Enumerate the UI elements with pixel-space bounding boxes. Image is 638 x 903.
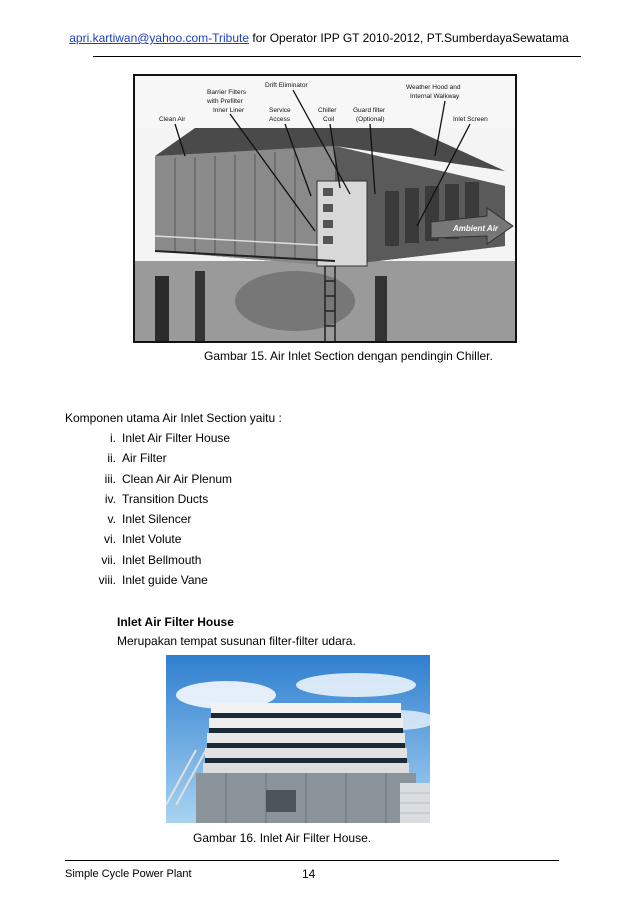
list-item [82,512,232,532]
chiller-coil-label-2: Coil [323,116,335,123]
header-divider [93,56,581,57]
list-number: v. [107,512,116,527]
header-email-link[interactable]: apri.kartiwan@yahoo.com-Tribute [69,31,250,45]
list-number: i. [110,431,116,445]
intro-text: Komponen utama Air Inlet Section yaitu : [65,411,282,425]
list-number: ii. [107,451,116,466]
list-text: Inlet Volute [122,532,182,547]
page-header [0,31,638,45]
page-number: 14 [302,867,316,881]
list-text: Inlet Silencer [122,512,192,527]
barrier-filters-label-2: with Prefilter [207,98,243,105]
list-item [82,532,232,552]
list-text: Clean Air Air Plenum [122,471,233,486]
inlet-screen-label: Inlet Screen [453,116,488,123]
list-number: iii. [104,471,116,486]
list-number: viii. [98,573,116,588]
footer-title: Simple Cycle Power Plant [65,868,192,880]
section-description: Merupakan tempat susunan filter-filter udara. [117,634,356,648]
footer-divider [65,860,559,861]
figure-15-caption: Gambar 15. Air Inlet Section dengan pendingin Chiller. [204,349,493,363]
list-item [82,472,232,492]
barrier-filters-label-1: Barrier Filters [207,89,247,96]
filter-house-photo [166,655,430,823]
service-access-label-2: Access [269,116,290,123]
ambient-air-label: Ambient Air [453,224,499,233]
weather-hood-label-1: Weather Hood and [406,84,461,91]
figure-16-caption: Gambar 16. Inlet Air Filter House. [193,831,372,845]
list-text: Inlet Bellmouth [122,552,202,567]
weather-hood-label-2: Internal Walkway [410,93,460,100]
list-item [82,573,232,593]
list-number: vi. [104,532,116,547]
list-number: iv. [104,491,116,506]
filter-house-illustration [166,655,430,823]
list-number: vii. [101,552,116,567]
barrier-filters-label-3: Inner Liner [213,107,245,114]
list-text: Inlet guide Vane [122,573,208,588]
guard-filter-label-2: (Optional) [356,116,385,123]
air-inlet-illustration [135,76,515,341]
drift-eliminator-label: Drift Eliminator [265,82,308,89]
service-access-label-1: Service [269,107,291,114]
list-text: Transition Ducts [122,491,209,506]
component-list [82,431,232,593]
list-item [82,431,232,451]
air-inlet-diagram [133,74,517,343]
list-text: Inlet Air Filter House [122,431,231,445]
list-item [82,451,232,471]
list-item [82,492,232,512]
list-item [82,553,232,573]
clean-air-label: Clean Air [159,116,186,123]
chiller-coil-label-1: Chiller [318,107,337,114]
header-text: for Operator IPP GT 2010-2012, PT.SumberdayaSewatama [249,31,569,45]
list-text: Air Filter [122,451,167,466]
guard-filter-label-1: Guard filter [353,107,386,114]
section-title: Inlet Air Filter House [117,615,234,629]
